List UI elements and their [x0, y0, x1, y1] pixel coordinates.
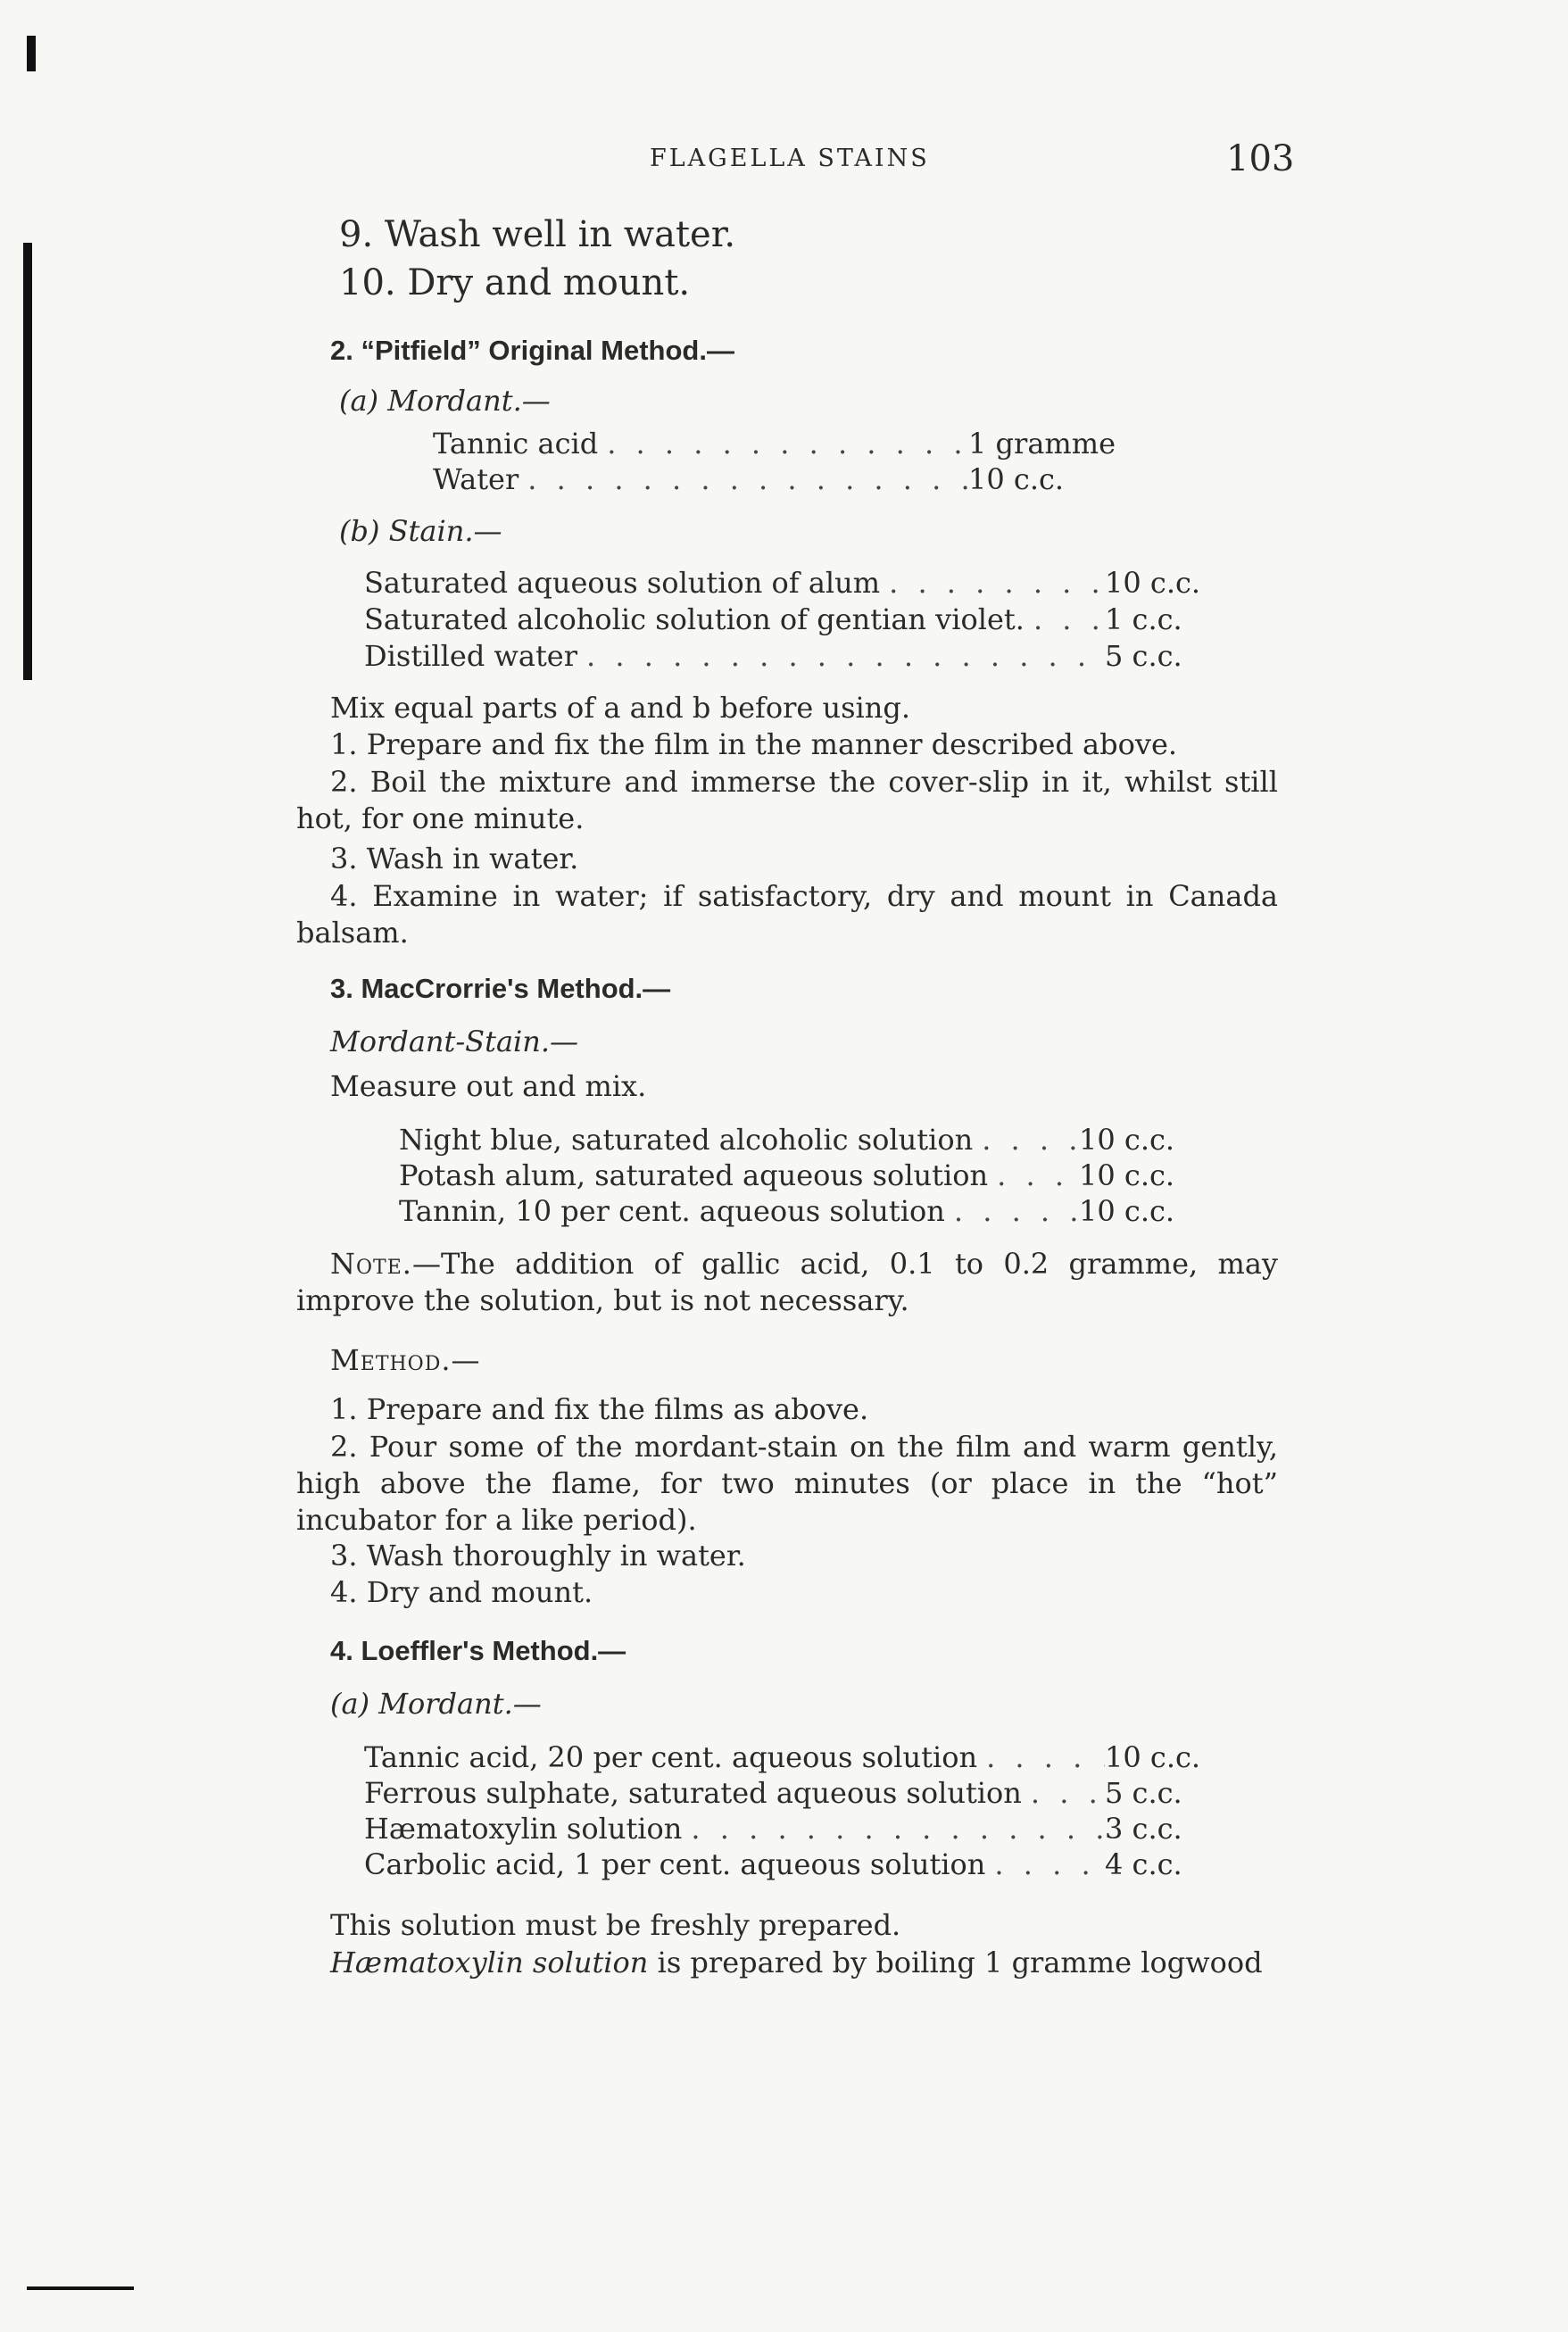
recipe-item: Saturated aqueous solution of alum: [364, 566, 881, 600]
maccrorrie-intro: Measure out and mix.: [330, 1069, 647, 1103]
maccrorrie-label: Mordant-Stain.—: [330, 1025, 579, 1058]
recipe-item: Potash alum, saturated aqueous solution: [399, 1158, 989, 1192]
maccrorrie-note: [296, 1246, 1278, 1319]
recipe-row: [364, 566, 1203, 602]
page-number: 103: [1226, 138, 1295, 179]
leader-dots: [977, 1740, 1105, 1774]
recipe-amount: 1 gramme: [968, 427, 1116, 461]
pitfield-stain-label: (b) Stain.—: [339, 514, 502, 548]
recipe-amount: 10 c.c.: [968, 462, 1065, 496]
leader-dots: [988, 1158, 1079, 1192]
recipe-item: Saturated alcoholic solution of gentian violet.: [364, 602, 1025, 636]
leader-dots: [682, 1812, 1105, 1846]
recipe-amount: 10 c.c.: [1105, 566, 1201, 600]
recipe-item: Night blue, saturated alcoholic solution: [399, 1123, 974, 1157]
recipe-amount: 10 c.c.: [1079, 1158, 1175, 1192]
step-number: 9.: [339, 214, 374, 255]
recipe-row: [399, 1194, 1184, 1230]
recipe-amount: 1 c.c.: [1105, 602, 1182, 636]
pitfield-mordant-label: (a) Mordant.—: [339, 384, 551, 418]
loeffler-fresh-note: This solution must be freshly prepared.: [330, 1908, 901, 1942]
method-label: Method.—: [330, 1343, 481, 1377]
recipe-row: [364, 1740, 1203, 1776]
recipe-row: [364, 1847, 1203, 1883]
note-label: Note.: [330, 1247, 412, 1281]
recipe-item: Tannic acid: [433, 427, 599, 461]
maccrorrie-heading: 3. MacCrorrie's Method.—: [330, 973, 671, 1004]
leader-dots: [880, 566, 1105, 600]
maccrorrie-step-4: 4. Dry and mount.: [330, 1575, 593, 1609]
note-text: —The addition of gallic acid, 0.1 to 0.2 gramme, may improve the solution, but is not necessary.: [296, 1247, 1278, 1317]
recipe-item: Distilled water: [364, 639, 578, 673]
recipe-item: Water: [433, 462, 519, 496]
recipe-amount: 5 c.c.: [1105, 639, 1182, 673]
loeffler-heading: 4. Loeffler's Method.—: [330, 1635, 626, 1666]
pitfield-mix-note: Mix equal parts of a and b before using.: [330, 691, 911, 725]
scan-mark-bottom-left: [27, 2286, 134, 2290]
step-9: [339, 214, 735, 255]
leader-dots: [985, 1847, 1105, 1881]
recipe-row: [364, 602, 1203, 638]
leader-dots: [973, 1123, 1079, 1157]
scan-mark-left-bar: [23, 243, 32, 680]
maccrorrie-step-2: 2. Pour some of the mordant-stain on the film and warm gently, high above the flame, for two minutes (or place in the “hot” incubator for a like period).: [296, 1430, 1278, 1537]
leader-dots: [1025, 602, 1105, 636]
scan-mark-top-left: [27, 36, 36, 71]
step-text: Wash well in water.: [384, 214, 736, 255]
recipe-amount: 10 c.c.: [1079, 1123, 1175, 1157]
maccrorrie-step-3: 3. Wash thoroughly in water.: [330, 1539, 746, 1573]
recipe-item: Hæmatoxylin solution: [364, 1812, 683, 1846]
pitfield-step-4: 4. Examine in water; if satisfactory, dry and mount in Canada balsam.: [296, 879, 1278, 950]
recipe-amount: 10 c.c.: [1079, 1194, 1175, 1228]
recipe-row: [364, 1812, 1203, 1847]
step-10: [339, 262, 690, 303]
leader-dots: [945, 1194, 1079, 1228]
step-text: Dry and mount.: [407, 262, 691, 303]
loeffler-haematoxylin-line: [330, 1946, 1263, 1979]
recipe-amount: 3 c.c.: [1105, 1812, 1182, 1846]
recipe-row: [364, 1776, 1203, 1812]
recipe-amount: 4 c.c.: [1105, 1847, 1182, 1881]
recipe-row: [399, 1123, 1184, 1158]
pitfield-step-2: 2. Boil the mixture and immerse the cover-slip in it, whilst still hot, for one minute.: [296, 765, 1278, 835]
leader-dots: [519, 462, 968, 496]
leader-dots: [1022, 1776, 1105, 1810]
recipe-amount: 5 c.c.: [1105, 1776, 1182, 1810]
recipe-item: Carbolic acid, 1 per cent. aqueous solution: [364, 1847, 986, 1881]
pitfield-heading: 2. “Pitfield” Original Method.—: [330, 335, 734, 366]
recipe-row: [433, 462, 1120, 498]
pitfield-step-3: 3. Wash in water.: [330, 842, 579, 876]
pitfield-step-1: 1. Prepare and fix the film in the manner described above.: [330, 727, 1178, 761]
recipe-amount: 10 c.c.: [1105, 1740, 1201, 1774]
recipe-item: Tannin, 10 per cent. aqueous solution: [399, 1194, 945, 1228]
haematoxylin-rest: is prepared by boiling 1 gramme logwood: [648, 1946, 1263, 1979]
maccrorrie-step-1: 1. Prepare and fix the films as above.: [330, 1392, 869, 1426]
leader-dots: [577, 639, 1105, 673]
running-head: FLAGELLA STAINS: [650, 145, 930, 172]
recipe-row: [433, 427, 1120, 462]
loeffler-mordant-label: (a) Mordant.—: [330, 1687, 542, 1721]
recipe-row: [364, 639, 1203, 675]
step-number: 10.: [339, 262, 396, 303]
recipe-item: Tannic acid, 20 per cent. aqueous solution: [364, 1740, 978, 1774]
leader-dots: [598, 427, 968, 461]
recipe-row: [399, 1158, 1184, 1194]
recipe-item: Ferrous sulphate, saturated aqueous solution: [364, 1776, 1022, 1810]
haematoxylin-term: Hæmatoxylin solution: [330, 1946, 649, 1979]
